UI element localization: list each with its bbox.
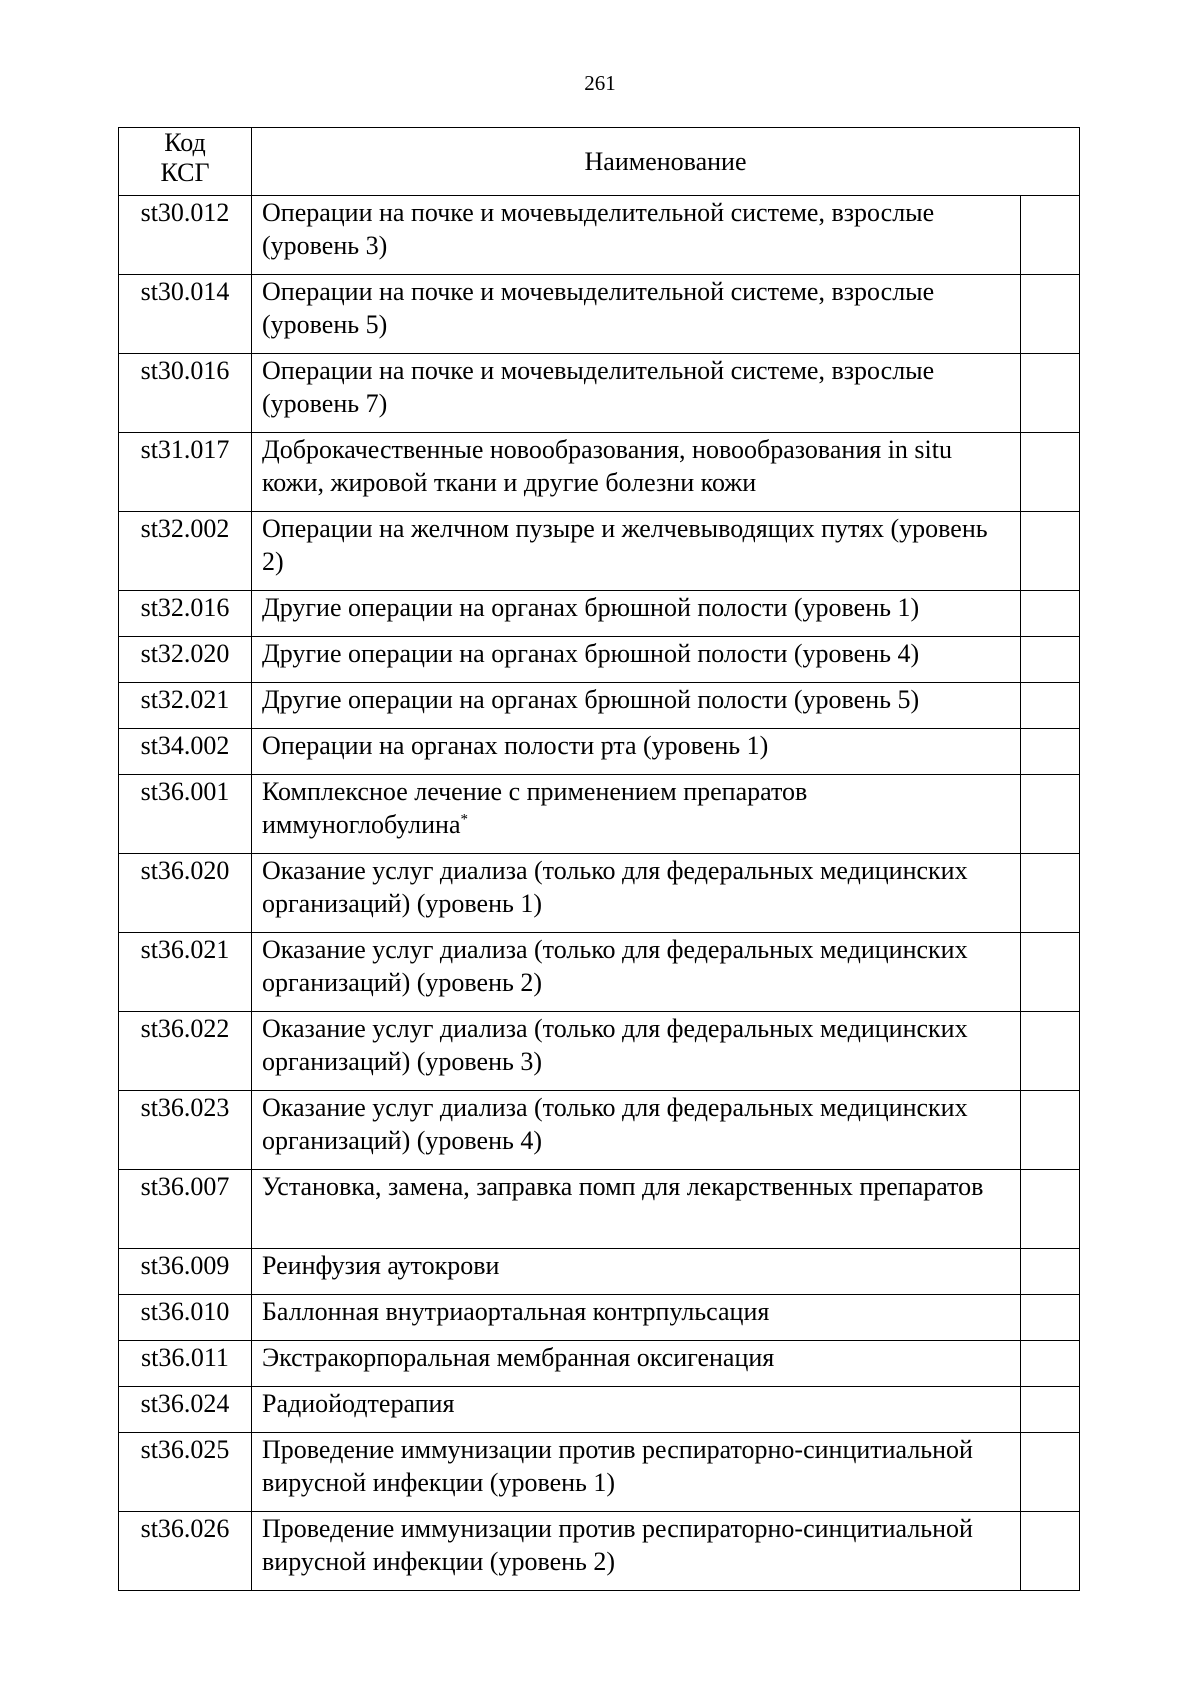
ksg-name-text: Радиойодтерапия bbox=[262, 1389, 455, 1418]
ksg-name-text: Проведение иммунизации против респираторно-синцитиальной вирусной инфекции (уровень 2) bbox=[262, 1514, 973, 1576]
table-row bbox=[119, 591, 1080, 637]
empty-cell bbox=[1021, 1512, 1080, 1591]
ksg-code-cell: st36.021 bbox=[119, 933, 252, 1012]
table-row bbox=[119, 775, 1080, 854]
ksg-name-cell bbox=[252, 683, 1021, 729]
ksg-code-cell: st30.012 bbox=[119, 196, 252, 275]
ksg-code-cell: st36.020 bbox=[119, 854, 252, 933]
table-row bbox=[119, 1433, 1080, 1512]
empty-cell bbox=[1021, 1091, 1080, 1170]
empty-cell bbox=[1021, 1341, 1080, 1387]
table-row bbox=[119, 433, 1080, 512]
table-row bbox=[119, 1387, 1080, 1433]
ksg-name-cell bbox=[252, 275, 1021, 354]
empty-cell bbox=[1021, 933, 1080, 1012]
empty-cell bbox=[1021, 433, 1080, 512]
table-row bbox=[119, 683, 1080, 729]
header-code bbox=[119, 128, 252, 196]
ksg-name-cell bbox=[252, 433, 1021, 512]
ksg-code-cell: st36.007 bbox=[119, 1170, 252, 1249]
ksg-name-cell bbox=[252, 729, 1021, 775]
empty-cell bbox=[1021, 275, 1080, 354]
ksg-code-cell: st30.014 bbox=[119, 275, 252, 354]
table-row bbox=[119, 1512, 1080, 1591]
empty-cell bbox=[1021, 196, 1080, 275]
table-row bbox=[119, 933, 1080, 1012]
empty-cell bbox=[1021, 1433, 1080, 1512]
ksg-name-text: Оказание услуг диализа (только для федеральных медицинских организаций) (уровень 1) bbox=[262, 856, 968, 918]
table-body bbox=[119, 196, 1080, 1591]
ksg-name-cell bbox=[252, 1341, 1021, 1387]
ksg-code-cell: st36.022 bbox=[119, 1012, 252, 1091]
ksg-name-cell bbox=[252, 1295, 1021, 1341]
table-row bbox=[119, 354, 1080, 433]
ksg-name-text: Оказание услуг диализа (только для федеральных медицинских организаций) (уровень 3) bbox=[262, 1014, 968, 1076]
table-row bbox=[119, 1091, 1080, 1170]
empty-cell bbox=[1021, 729, 1080, 775]
ksg-name-cell bbox=[252, 1012, 1021, 1091]
ksg-name-text: Реинфузия аутокрови bbox=[262, 1251, 500, 1280]
page-number: 261 bbox=[584, 71, 616, 95]
table-row bbox=[119, 854, 1080, 933]
empty-cell bbox=[1021, 1012, 1080, 1091]
ksg-name-text: Операции на почке и мочевыделительной системе, взрослые (уровень 3) bbox=[262, 198, 935, 260]
ksg-name-text: Операции на почке и мочевыделительной системе, взрослые (уровень 7) bbox=[262, 356, 935, 418]
ksg-name-text: Другие операции на органах брюшной полости (уровень 4) bbox=[262, 639, 920, 668]
table-row bbox=[119, 637, 1080, 683]
ksg-name-cell bbox=[252, 1249, 1021, 1295]
ksg-name-text: Баллонная внутриаортальная контрпульсация bbox=[262, 1297, 770, 1326]
ksg-code-cell: st32.020 bbox=[119, 637, 252, 683]
ksg-name-text: Комплексное лечение с применением препаратов иммуноглобулина bbox=[262, 777, 808, 839]
ksg-name-text: Доброкачественные новообразования, новообразования in situ кожи, жировой ткани и другие болезни кожи bbox=[262, 435, 952, 497]
ksg-name-text: Оказание услуг диализа (только для федеральных медицинских организаций) (уровень 4) bbox=[262, 1093, 968, 1155]
empty-cell bbox=[1021, 775, 1080, 854]
ksg-code-cell: st36.010 bbox=[119, 1295, 252, 1341]
ksg-code-cell: st31.017 bbox=[119, 433, 252, 512]
empty-cell bbox=[1021, 637, 1080, 683]
header-code-line2: КСГ bbox=[160, 158, 210, 187]
footnote-marker: * bbox=[460, 811, 468, 828]
ksg-code-cell: st36.011 bbox=[119, 1341, 252, 1387]
ksg-code-cell: st36.023 bbox=[119, 1091, 252, 1170]
ksg-name-text: Оказание услуг диализа (только для федеральных медицинских организаций) (уровень 2) bbox=[262, 935, 968, 997]
ksg-table bbox=[118, 127, 1080, 1591]
empty-cell bbox=[1021, 1249, 1080, 1295]
table-row bbox=[119, 512, 1080, 591]
ksg-name-cell bbox=[252, 512, 1021, 591]
ksg-code-cell: st36.026 bbox=[119, 1512, 252, 1591]
ksg-code-cell: st32.021 bbox=[119, 683, 252, 729]
table-row bbox=[119, 275, 1080, 354]
table-row bbox=[119, 1341, 1080, 1387]
ksg-code-cell: st34.002 bbox=[119, 729, 252, 775]
ksg-name-text: Другие операции на органах брюшной полости (уровень 1) bbox=[262, 593, 920, 622]
empty-cell bbox=[1021, 1387, 1080, 1433]
ksg-name-cell bbox=[252, 854, 1021, 933]
ksg-code-cell: st36.025 bbox=[119, 1433, 252, 1512]
ksg-name-text: Проведение иммунизации против респираторно-синцитиальной вирусной инфекции (уровень 1) bbox=[262, 1435, 973, 1497]
ksg-code-cell: st30.016 bbox=[119, 354, 252, 433]
ksg-name-cell bbox=[252, 775, 1021, 854]
ksg-code-cell: st36.024 bbox=[119, 1387, 252, 1433]
ksg-name-cell bbox=[252, 933, 1021, 1012]
ksg-name-cell bbox=[252, 591, 1021, 637]
ksg-name-text: Экстракорпоральная мембранная оксигенация bbox=[262, 1343, 775, 1372]
empty-cell bbox=[1021, 354, 1080, 433]
table-row bbox=[119, 196, 1080, 275]
table-row bbox=[119, 729, 1080, 775]
ksg-name-text: Операции на почке и мочевыделительной системе, взрослые (уровень 5) bbox=[262, 277, 935, 339]
empty-cell bbox=[1021, 1170, 1080, 1249]
ksg-code-cell: st32.002 bbox=[119, 512, 252, 591]
empty-cell bbox=[1021, 854, 1080, 933]
ksg-name-cell bbox=[252, 1512, 1021, 1591]
ksg-name-cell bbox=[252, 354, 1021, 433]
header-code-line1: Код bbox=[164, 128, 206, 157]
ksg-name-cell bbox=[252, 1387, 1021, 1433]
ksg-name-cell bbox=[252, 637, 1021, 683]
ksg-name-cell bbox=[252, 1091, 1021, 1170]
ksg-name-cell bbox=[252, 1433, 1021, 1512]
empty-cell bbox=[1021, 512, 1080, 591]
ksg-name-text: Операции на желчном пузыре и желчевыводящих путях (уровень 2) bbox=[262, 514, 988, 576]
empty-cell bbox=[1021, 591, 1080, 637]
ksg-name-cell bbox=[252, 1170, 1021, 1249]
ksg-code-cell: st32.016 bbox=[119, 591, 252, 637]
ksg-name-text: Установка, замена, заправка помп для лекарственных препаратов bbox=[262, 1172, 984, 1201]
table-row bbox=[119, 1249, 1080, 1295]
ksg-name-cell bbox=[252, 196, 1021, 275]
table-row bbox=[119, 1295, 1080, 1341]
ksg-code-cell: st36.001 bbox=[119, 775, 252, 854]
ksg-name-text: Операции на органах полости рта (уровень 1) bbox=[262, 731, 769, 760]
ksg-name-text: Другие операции на органах брюшной полости (уровень 5) bbox=[262, 685, 920, 714]
header-name: Наименование bbox=[252, 128, 1080, 196]
table-row bbox=[119, 1012, 1080, 1091]
empty-cell bbox=[1021, 1295, 1080, 1341]
table-row bbox=[119, 1170, 1080, 1249]
empty-cell bbox=[1021, 683, 1080, 729]
ksg-code-cell: st36.009 bbox=[119, 1249, 252, 1295]
table-header-row bbox=[119, 128, 1080, 196]
